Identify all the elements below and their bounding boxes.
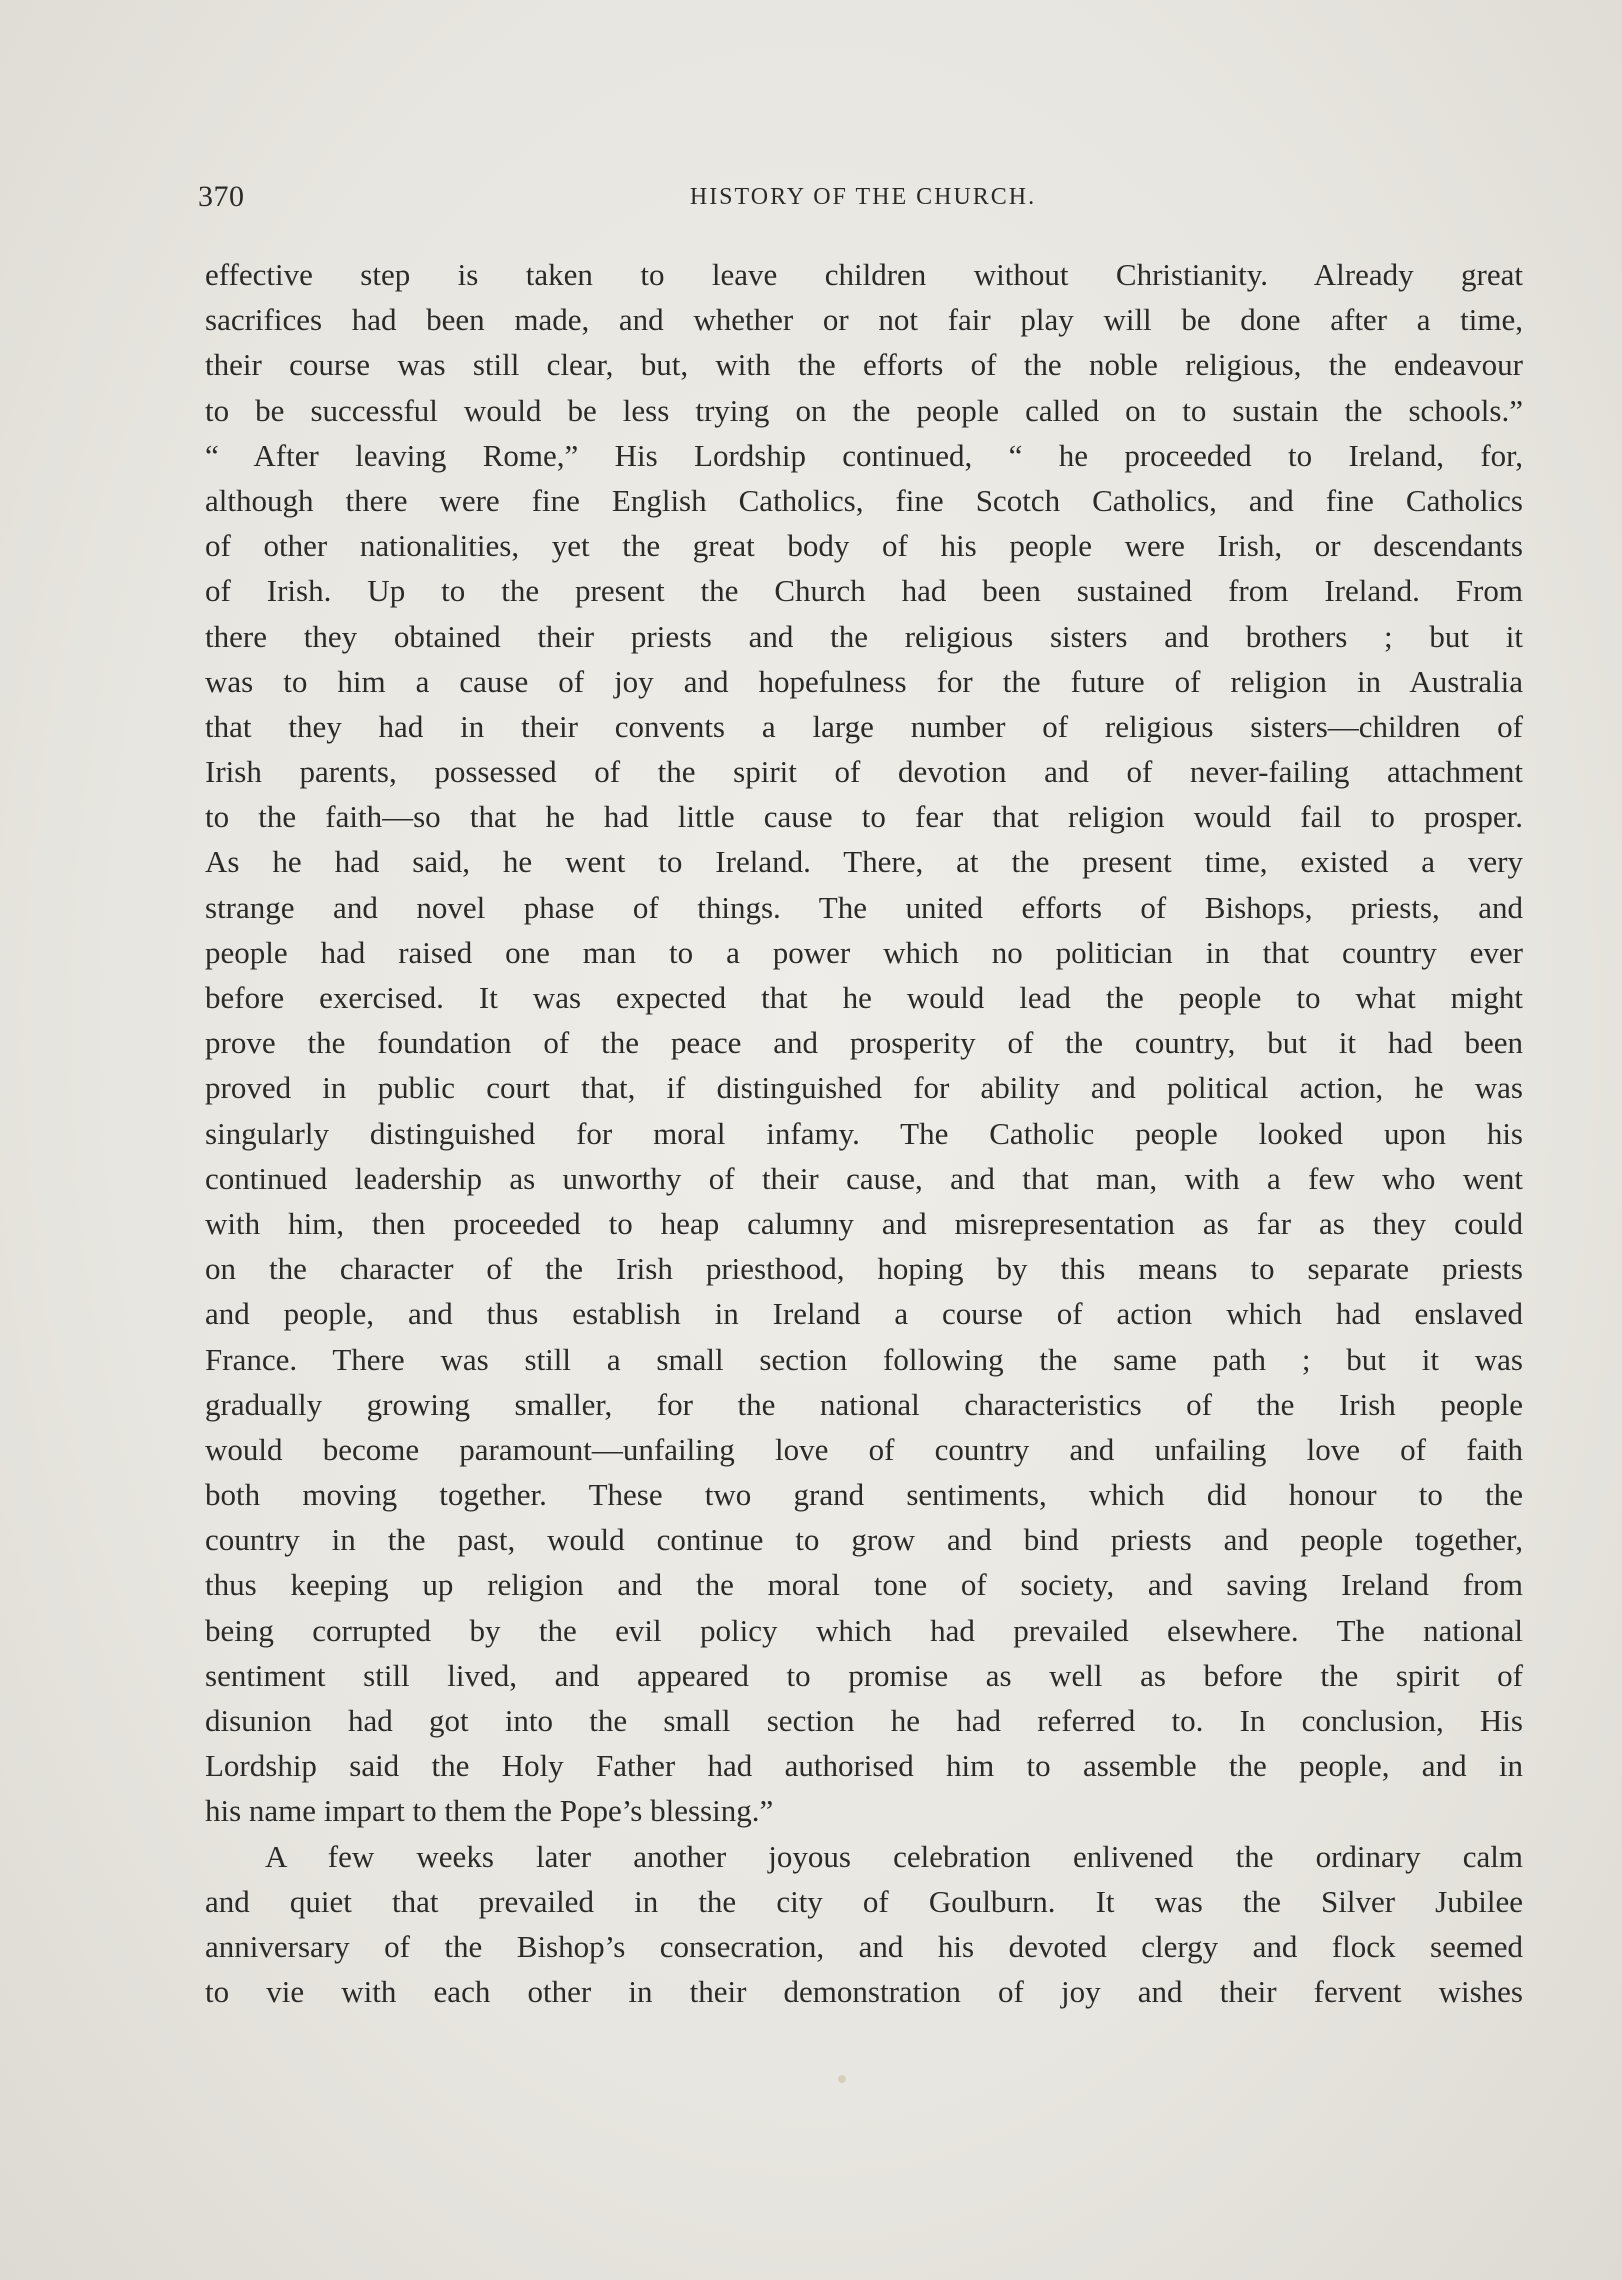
text-line: although there were fine English Catholics, fine Scotch Catholics, and fine Catholics [205,482,1523,518]
text-line: France. There was still a small section following the same path ; but it was [205,1341,1523,1377]
text-line: effective step is taken to leave children without Christianity. Already great [205,257,1523,292]
text-line: of Irish. Up to the present the Church had been sustained from Ireland. From [205,573,1523,609]
text-line: that they had in their convents a large number of religious sisters—children of [205,708,1523,744]
text-line: Irish parents, possessed of the spirit of devotion and of never-failing attachment [205,754,1523,790]
text-line: thus keeping up religion and the moral tone of society, and saving Ireland from [205,1567,1523,1603]
text-line: being corrupted by the evil policy which had prevailed elsewhere. The national [205,1612,1523,1648]
text-line: proved in public court that, if distinguished for ability and political action, he was [205,1070,1523,1106]
running-title: HISTORY OF THE CHURCH. [689,184,1037,210]
text-line: country in the past, would continue to grow and bind priests and people together, [205,1522,1523,1558]
text-line: As he had said, he went to Ireland. There, at the present time, existed a very [205,844,1523,880]
text-line: and quiet that prevailed in the city of Goulburn. It was the Silver Jubilee [205,1883,1523,1919]
text-line: sacrifices had been made, and whether or not fair play will be done after a time, [205,302,1523,338]
text-line: their course was still clear, but, with the efforts of the noble religious, the endeavour [205,347,1523,383]
text-line: gradually growing smaller, for the national characteristics of the Irish people [205,1386,1523,1422]
text-line: with him, then proceeded to heap calumny and misrepresentation as far as they could [205,1205,1523,1241]
paragraph-1 [205,252,1523,1834]
text-line: Lordship said the Holy Father had authorised him to assemble the people, and in [205,1748,1523,1784]
text-line: on the character of the Irish priesthood, hoping by this means to separate priests [205,1251,1523,1287]
text-line: prove the foundation of the peace and prosperity of the country, but it had been [205,1025,1523,1061]
body-text [205,252,1523,2014]
text-line: “ After leaving Rome,” His Lordship continued, “ he proceeded to Ireland, for, [205,437,1523,473]
text-line: sentiment still lived, and appeared to promise as well as before the spirit of [205,1657,1523,1693]
paragraph-2 [205,1834,1523,2015]
text-line: his name impart to them the Pope’s blessing.” [205,1793,774,1829]
text-line: would become paramount—unfailing love of country and unfailing love of faith [205,1431,1523,1467]
text-line: continued leadership as unworthy of their cause, and that man, with a few who went [205,1160,1523,1196]
text-line: singularly distinguished for moral infamy. The Catholic people looked upon his [205,1115,1523,1151]
text-line: to the faith—so that he had little cause to fear that religion would fail to prosper. [205,799,1523,835]
paper-smudge [838,2075,846,2083]
text-line: there they obtained their priests and the religious sisters and brothers ; but it [205,618,1523,654]
text-line: both moving together. These two grand sentiments, which did honour to the [205,1477,1523,1513]
text-line: before exercised. It was expected that he would lead the people to what might [205,980,1523,1015]
text-line: of other nationalities, yet the great body of his people were Irish, or descendants [205,528,1523,564]
text-line: was to him a cause of joy and hopefulness for the future of religion in Australia [205,663,1523,699]
text-line: to vie with each other in their demonstration of joy and their fervent wishes [205,1974,1523,2010]
text-line: A few weeks later another joyous celebration enlivened the ordinary calm [265,1838,1523,1874]
text-line: disunion had got into the small section he had referred to. In conclusion, His [205,1703,1523,1738]
text-line: strange and novel phase of things. The united efforts of Bishops, priests, and [205,889,1523,925]
text-line: to be successful would be less trying on the people called on to sustain the schools.” [205,392,1523,428]
text-line: people had raised one man to a power which no politician in that country ever [205,934,1523,970]
text-line: anniversary of the Bishop’s consecration, and his devoted clergy and flock seemed [205,1928,1523,1964]
running-head [198,180,1528,220]
page-number: 370 [198,180,245,213]
text-line: and people, and thus establish in Ireland a course of action which had enslaved [205,1296,1523,1332]
